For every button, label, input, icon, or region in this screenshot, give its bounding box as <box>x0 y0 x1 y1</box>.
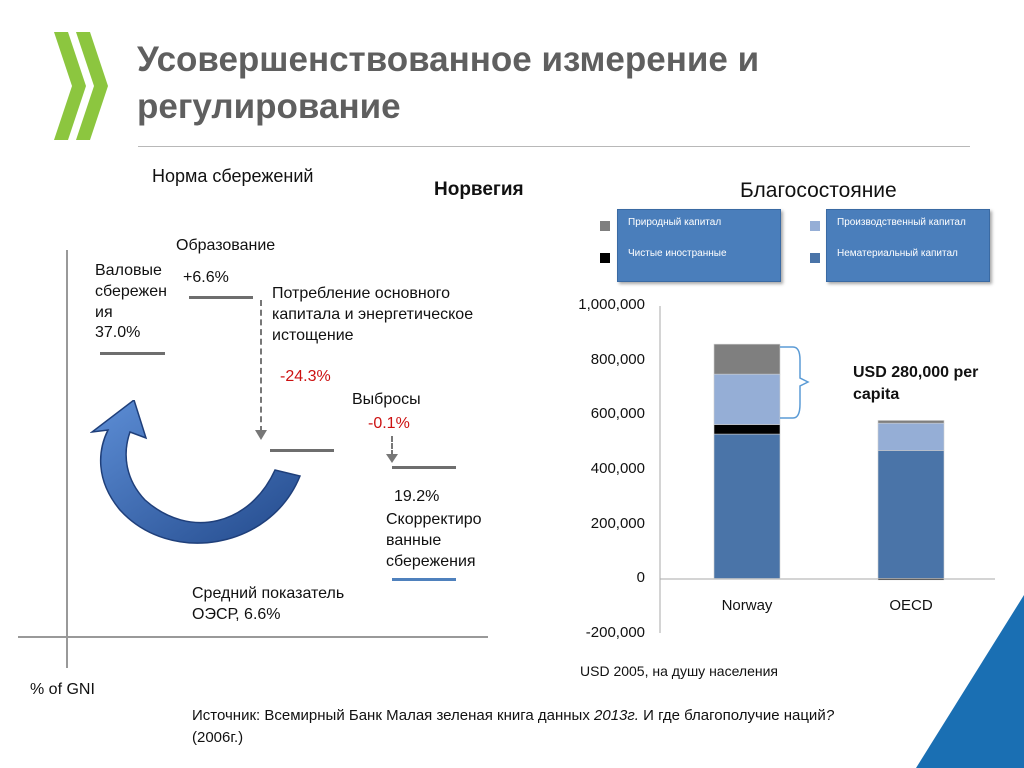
y-tick-label: 200,000 <box>590 515 645 532</box>
slide-title: Усовершенствованное измерение и регулирование <box>137 40 760 126</box>
y-tick-label: 600,000 <box>590 405 645 422</box>
y-tick-label: 800,000 <box>590 351 645 368</box>
oecd-average-label: Средний показатель ОЭСР, 6.6% <box>192 585 345 623</box>
x-label-oecd: OECD <box>889 597 933 614</box>
legend-produced-label: Производственный капитал <box>837 217 966 228</box>
x-label-norway: Norway <box>721 597 773 614</box>
legend-foreign-swatch <box>600 253 610 263</box>
y-tick-label: 400,000 <box>590 460 645 477</box>
emissions-label: Выбросы <box>352 391 421 408</box>
units-note: USD 2005, на душу населения <box>580 663 778 679</box>
legend-intangible-swatch <box>810 253 820 263</box>
bar-norway-series-3 <box>714 344 780 374</box>
curved-arrow <box>90 400 310 560</box>
wealth-stacked-bar-chart <box>650 290 1000 640</box>
gross-savings-value: 37.0% <box>95 324 141 341</box>
education-level <box>189 296 253 299</box>
oecd-logo-chevrons <box>52 30 112 142</box>
consumption-label: Потребление основного капитала и энергетическое истощение <box>272 285 474 344</box>
norway-brace <box>780 347 808 418</box>
bar-norway-series-2 <box>714 374 780 424</box>
source-note <box>192 705 932 749</box>
education-value: +6.6% <box>183 269 229 286</box>
gni-axis-label: % of GNI <box>30 681 95 698</box>
logo-chevron-1 <box>54 32 86 140</box>
wealth-heading: Благосостояние <box>740 179 897 202</box>
adjusted-savings-value: 19.2% <box>394 488 440 505</box>
legend-intangible-label: Нематериальный капитал <box>837 248 958 259</box>
education-label: Образование <box>176 237 276 254</box>
legend-natural-swatch <box>600 221 610 231</box>
norway-heading: Норвегия <box>434 179 524 200</box>
corner-decoration <box>916 595 1024 768</box>
source-year: 2013г. <box>594 707 639 724</box>
gross-savings-label: Валовые сбережен ия <box>95 262 167 321</box>
source-year-2: (2006г.) <box>192 729 244 746</box>
gross-savings-level <box>100 352 165 355</box>
oecd-average-level <box>392 578 456 581</box>
y-tick-label: 1,000,000 <box>578 296 645 313</box>
consumption-value: -24.3% <box>280 368 331 385</box>
legend-box-left <box>617 209 781 282</box>
bar-norway-series-0 <box>714 434 780 578</box>
source-rest: И где благополучие наций <box>638 707 826 724</box>
bar-oecd-series-3 <box>878 420 944 423</box>
legend-foreign-label: Чистые иностранные <box>628 248 727 259</box>
legend-produced-swatch <box>810 221 820 231</box>
y-tick-label: 0 <box>636 569 645 586</box>
title-divider <box>138 146 970 147</box>
annotation-usd-per-capita: USD 280,000 per capita <box>853 364 979 403</box>
emissions-dashed-line <box>391 436 393 456</box>
savings-rate-heading: Норма сбережений <box>152 166 314 186</box>
bar-oecd-series-2 <box>878 423 944 450</box>
y-tick-label: -200,000 <box>585 624 645 641</box>
source-text: Источник: Всемирный Банк Малая зеленая книга данных <box>192 707 595 724</box>
emissions-level <box>392 466 456 469</box>
savings-y-axis <box>66 250 68 668</box>
source-question: ? <box>825 707 835 724</box>
bar-oecd-series-1 <box>878 579 944 580</box>
bar-norway-series-1 <box>714 425 780 435</box>
legend-box-right <box>826 209 990 282</box>
bar-oecd-series-0 <box>878 450 944 578</box>
emissions-arrowhead <box>386 454 398 463</box>
wealth-y-tick-labels <box>545 290 645 650</box>
savings-x-axis <box>18 636 488 638</box>
legend-natural-label: Природный капитал <box>628 217 722 228</box>
emissions-value: -0.1% <box>368 415 410 432</box>
adjusted-savings-label: Скорректиро ванные сбережения <box>386 511 482 570</box>
